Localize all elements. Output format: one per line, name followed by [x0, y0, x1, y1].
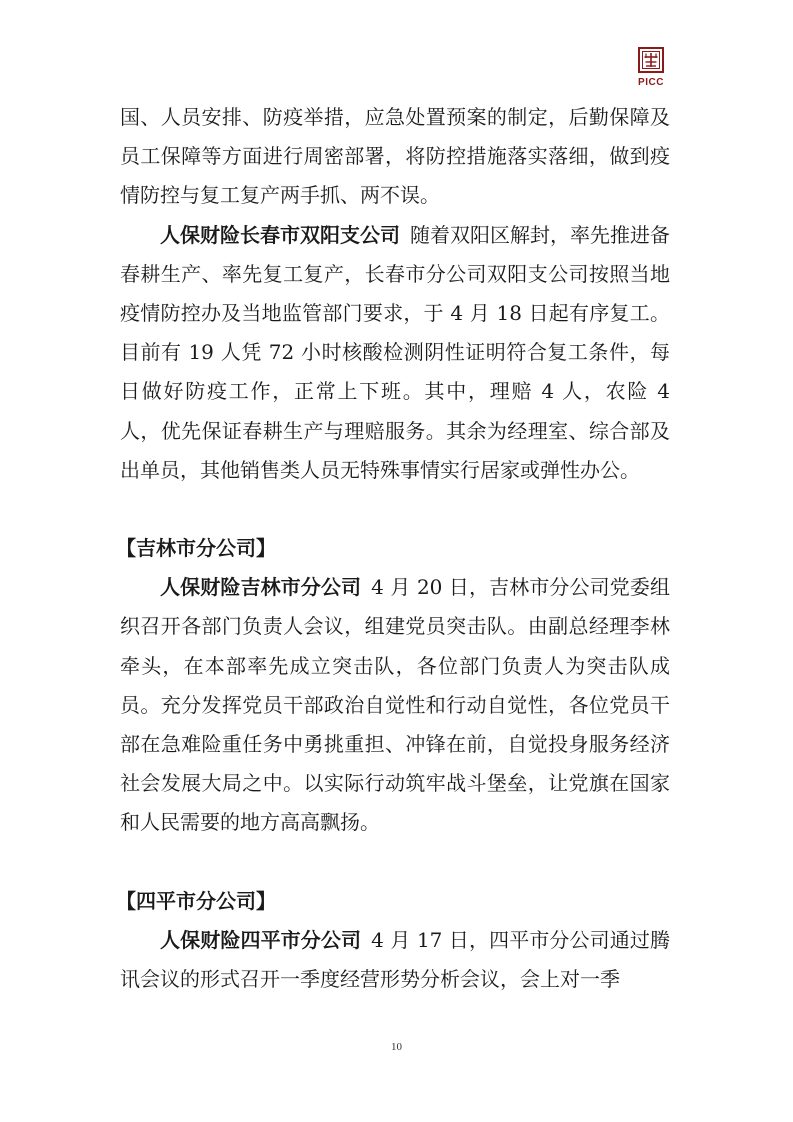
- logo-text: PICC: [638, 77, 664, 88]
- paragraph-siping-text: 4 月 17 日，四平市分公司通过腾讯会议的形式召开一季度经营形势分析会议，会上对一季: [120, 927, 671, 992]
- paragraph-shuangyang: [120, 216, 670, 490]
- picc-logo: [634, 46, 668, 92]
- company-name-shuangyang: 人保财险长春市双阳支公司: [160, 222, 400, 247]
- section-spacer: [120, 490, 670, 529]
- section-heading-jilin: 【吉林市分公司】: [116, 536, 276, 561]
- section-spacer: [120, 843, 670, 882]
- paragraph-continuation: 国、人员安排、防疫举措，应急处置预案的制定，后勤保障及员工保障等方面进行周密部署，将防控措施落实落细，做到疫情防控与复工复产两手抓、两不误。: [120, 105, 670, 208]
- company-name-jilin: 人保财险吉林市分公司: [160, 575, 362, 600]
- paragraph-jilin: [120, 568, 670, 842]
- section-heading-siping: 【四平市分公司】: [116, 888, 276, 913]
- company-name-siping: 人保财险四平市分公司: [160, 927, 362, 952]
- page-number: 10: [391, 1041, 402, 1053]
- picc-seal-icon: [634, 46, 668, 76]
- paragraph-jilin-text: 4 月 20 日，吉林市分公司党委组织召开各部门负责人会议，组建党员突击队。由副总经理李林牵头，在本部率先成立突击队，各位部门负责人为突击队成员。充分发挥党员干部政治自觉性和行动自觉性，各位党员干部在急难险重任务中勇挑重担、冲锋在前，自觉投身服务经济社会发展大局之中。以实际行动筑牢战斗堡垒，让党旗在国家和人民需要的地方高高飘扬。: [120, 575, 671, 835]
- paragraph-siping: [120, 921, 670, 999]
- paragraph-shuangyang-text: 随着双阳区解封，率先推进备春耕生产、率先复工复产，长春市分公司双阳支公司按照当地疫情防控办及当地监管部门要求，于 4 月 18 日起有序复工。目前有 19 人凭 72 小时核酸检测阴性证明符合复工条件，每日做好防疫工作，正常上下班。其中，理赔 4 人，农险 4 人，优先保证春耕生产与理赔服务。其余为经理室、综合部及出单员，其他销售类人员无特殊事情实行居家或弹性办公。: [120, 222, 670, 482]
- document-body: [116, 98, 671, 999]
